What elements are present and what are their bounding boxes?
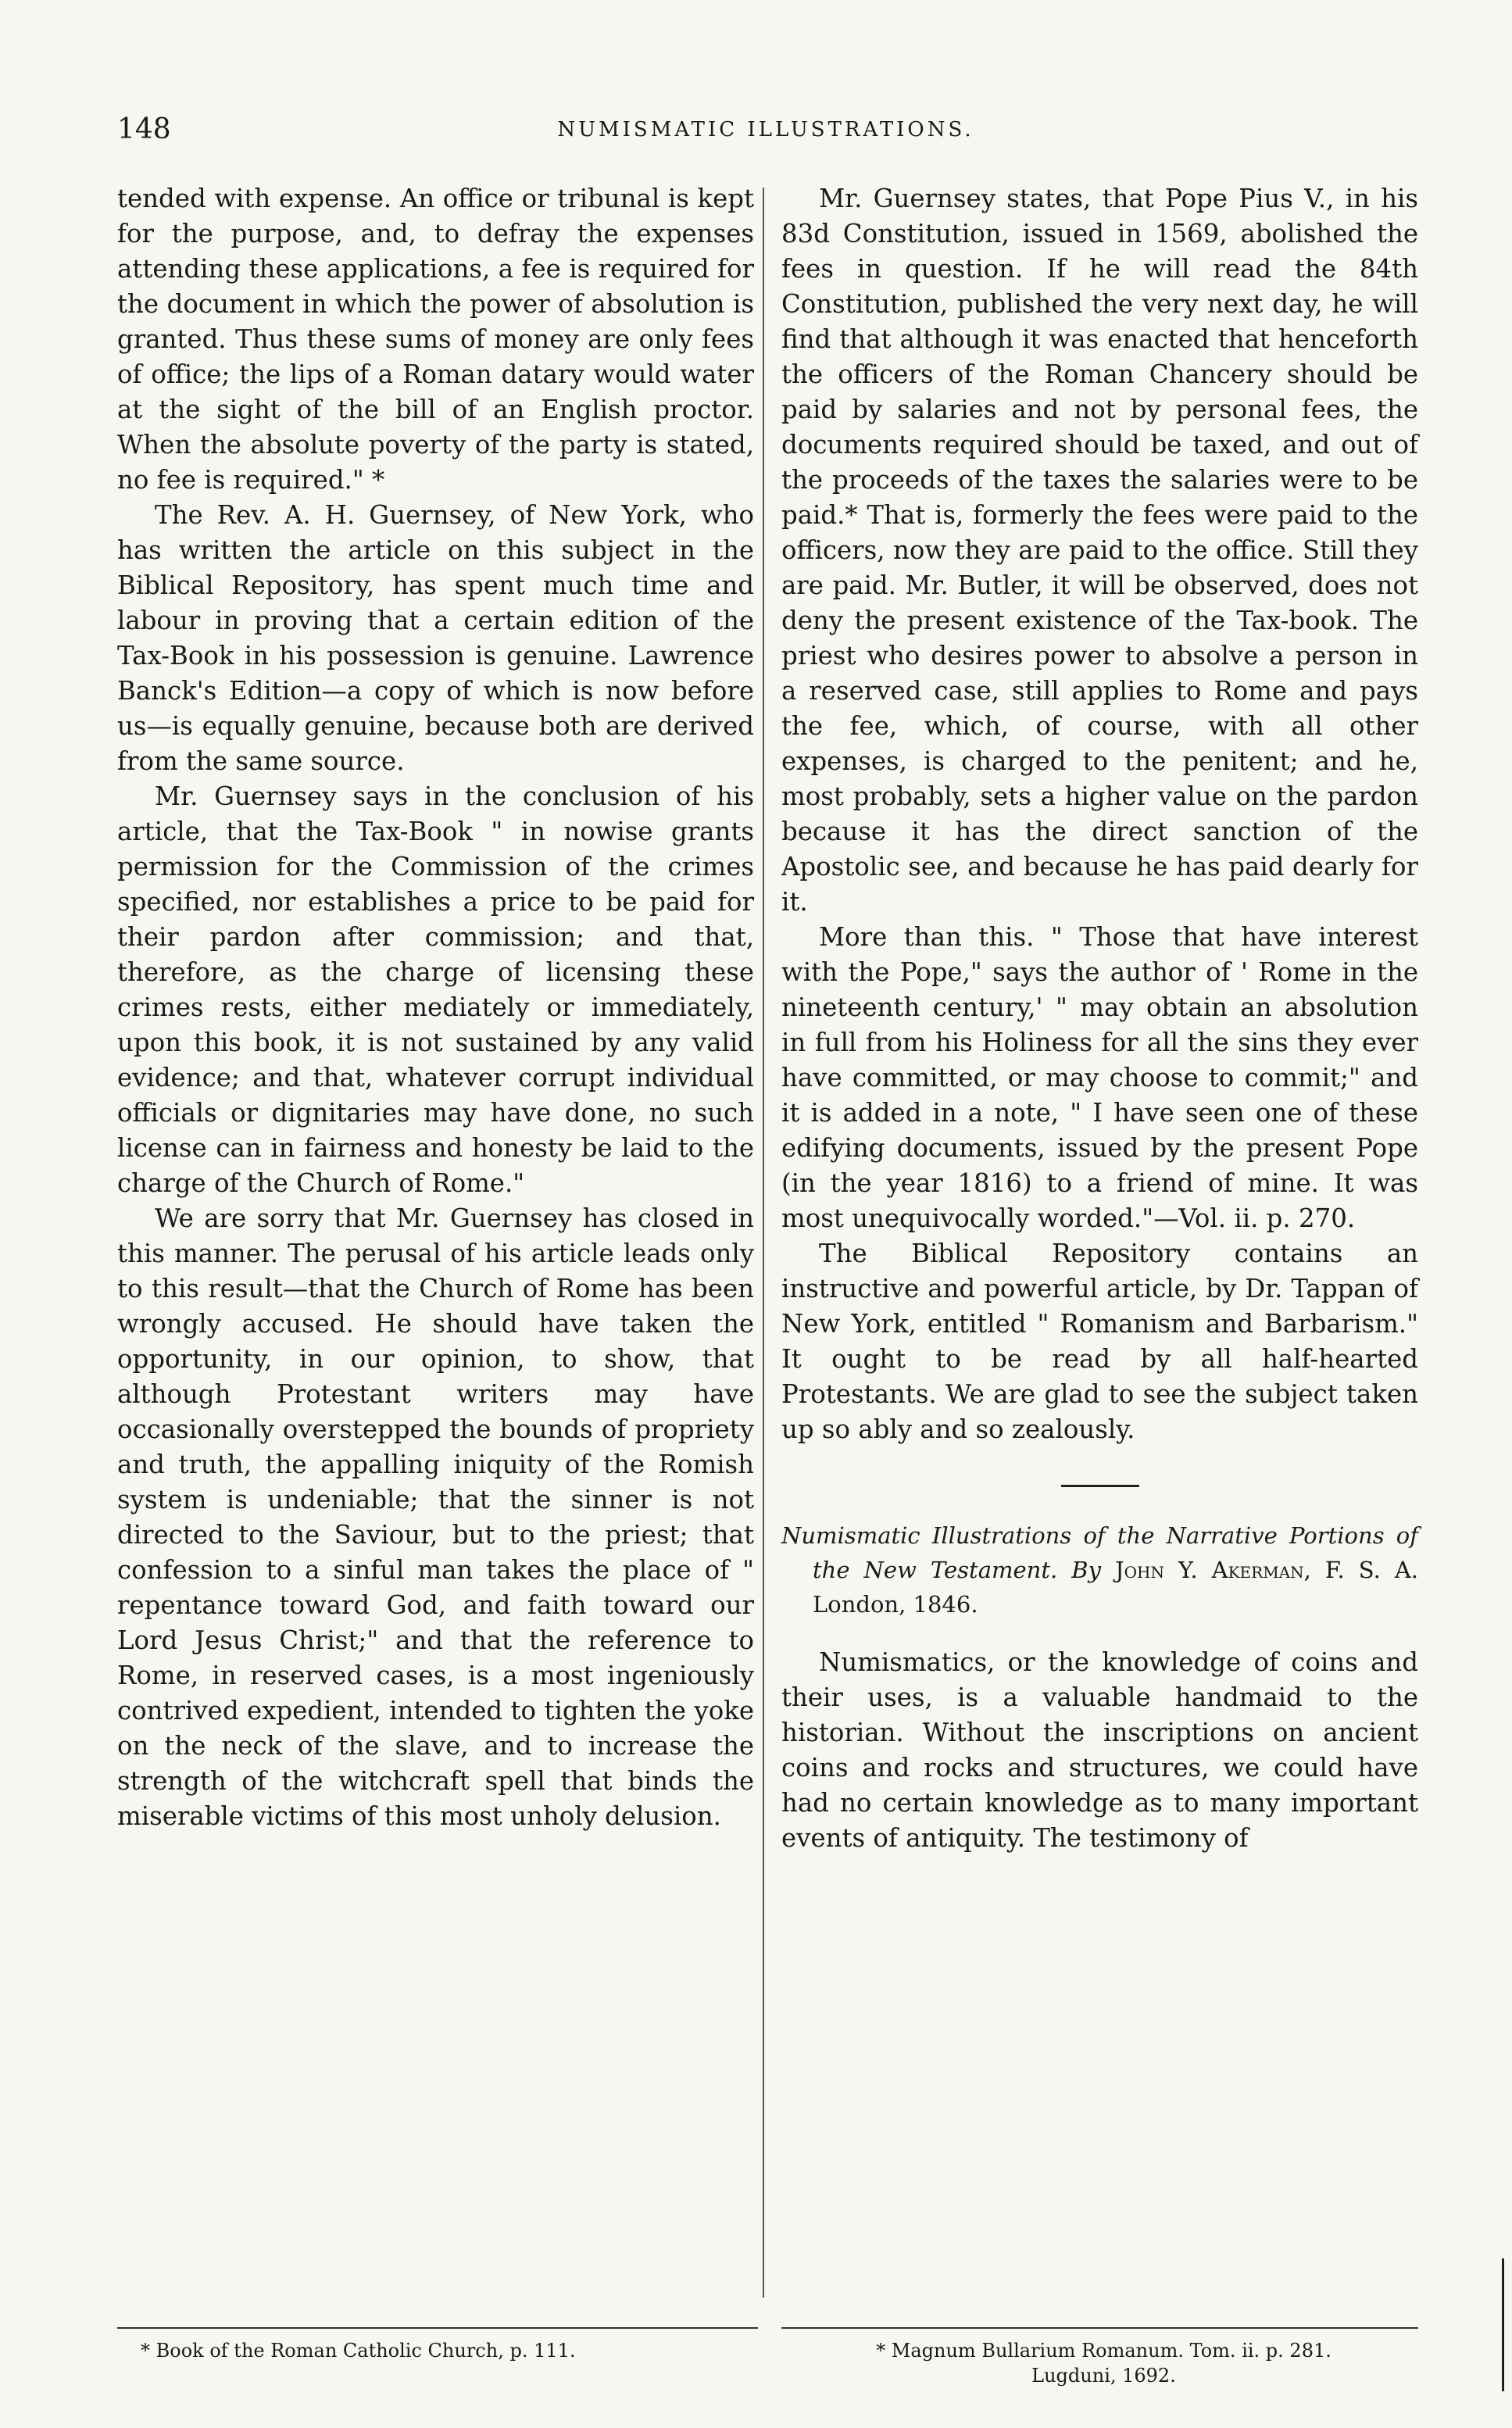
left-paragraph-1: tended with expense. An office or tribunal is kept for the purpose, and, to defray the expenses attending these applications, a fee is required for the document in which the power of absolution is granted. Thus these sums of money are only fees of office; the lips of a Roman datary would water at the sight of the bill of an English proctor. When the absolute poverty of the party is stated, no fee is required." * bbox=[117, 184, 754, 495]
page-edge-mark bbox=[1502, 2258, 1504, 2391]
section-divider bbox=[1061, 1485, 1139, 1487]
running-title: NUMISMATIC ILLUSTRATIONS. bbox=[557, 118, 974, 141]
page-number: 148 bbox=[117, 113, 171, 145]
column-divider bbox=[763, 188, 764, 2297]
review-paragraph: Numismatics, or the knowledge of coins and their uses, is a valuable handmaid to the historian. Without the inscriptions on ancient coins and rocks and structures, we could have had no certain knowledge as to many important events of antiquity. The testimony of bbox=[781, 1647, 1418, 1853]
review-heading bbox=[781, 1518, 1418, 1622]
left-paragraph-2: The Rev. A. H. Guernsey, of New York, who has written the article on this subject in the Biblical Repository, has spent much time and labour in proving that a certain edition of the Tax-Book in his possession is genuine. Lawrence Banck's Edition—a copy of which is now before us—is equally genuine, because both are derived from the same source. bbox=[117, 500, 754, 776]
footnote-rule-left bbox=[117, 2327, 758, 2329]
left-column bbox=[117, 181, 754, 1834]
right-paragraph-2: More than this. " Those that have interest with the Pope," says the author of ' Rome in the nineteenth century,' " may obtain an absolution in full from his Holiness for all the sins they ever have committed, or may choose to commit;" and it is added in a note, " I have seen one of these edifying documents, issued by the present Pope (in the year 1816) to a friend of mine. It was most unequivocally worded."—Vol. ii. p. 270. bbox=[781, 922, 1418, 1233]
right-paragraph-1: Mr. Guernsey states, that Pope Pius V., in his 83d Constitution, issued in 1569, abolished the fees in question. If he will read the 84th Constitution, published the very next day, he will find that although it was enacted that henceforth the officers of the Roman Chancery should be paid by salaries and not by personal fees, the documents required should be taxed, and out of the proceeds of the taxes the salaries were to be paid.* That is, formerly the fees were paid to the officers, now they are paid to the office. Still they are paid. Mr. Butler, it will be observed, does not deny the present existence of the Tax-book. The priest who desires power to absolve a person in a reserved case, still applies to Rome and pays the fee, which, of course, with all other expenses, is charged to the penitent; and he, most probably, sets a higher value on the pardon because it has the direct sanction of the Apostolic see, and because he has paid dearly for it. bbox=[781, 184, 1418, 917]
footnote-right-line-2: Lugduni, 1692. bbox=[1031, 2365, 1176, 2387]
footnote-right bbox=[789, 2338, 1418, 2388]
review-place-date: London, 1846. bbox=[813, 1591, 978, 1618]
right-paragraph-3: The Biblical Repository contains an instructive and powerful article, by Dr. Tappan of New York, entitled " Romanism and Barbarism." It ought to be read by all half-hearted Protestants. We are glad to see the subject taken up so ably and so zealously. bbox=[781, 1239, 1418, 1444]
right-column bbox=[781, 181, 1418, 1856]
footnote-right-line-1: * Magnum Bullarium Romanum. Tom. ii. p. 281. bbox=[876, 2340, 1331, 2362]
review-by: By bbox=[1071, 1557, 1101, 1583]
left-paragraph-3: Mr. Guernsey says in the conclusion of his article, that the Tax-Book " in nowise grants permission for the Commission of the crimes specified, nor establishes a price to be paid for their pardon after commission; and that, therefore, as the charge of licensing these crimes rests, either mediately or immediately, upon this book, it is not sustained by any valid evidence; and that, whatever corrupt individual officials or dignitaries may have done, no such license can in fairness and honesty be laid to the charge of the Church of Rome." bbox=[117, 781, 754, 1198]
footnote-rule-right bbox=[781, 2327, 1418, 2329]
footnote-left: * Book of the Roman Catholic Church, p. 111. bbox=[141, 2340, 576, 2362]
left-paragraph-4: We are sorry that Mr. Guernsey has closed in this manner. The perusal of his article leads only to this result—that the Church of Rome has been wrongly accused. He should have taken the opportunity, in our opinion, to show, that although Protestant writers may have occasionally overstepped the bounds of propriety and truth, the appalling iniquity of the Romish system is undeniable; that the sinner is not directed to the Saviour, but to the priest; that confession to a sinful man takes the place of " repentance toward God, and faith toward our Lord Jesus Christ;" and that the reference to Rome, in reserved cases, is a most ingeniously contrived expedient, intended to tighten the yoke on the neck of the slave, and to increase the strength of the witchcraft spell that binds the miserable victims of this most unholy delusion. bbox=[117, 1203, 754, 1831]
review-author: John Y. Akerman, F. S. A. bbox=[1115, 1557, 1419, 1583]
review-title: Numismatic Illustrations of the Narrative Portions of the New Testament. bbox=[781, 1522, 1418, 1583]
page-header bbox=[117, 113, 1414, 152]
